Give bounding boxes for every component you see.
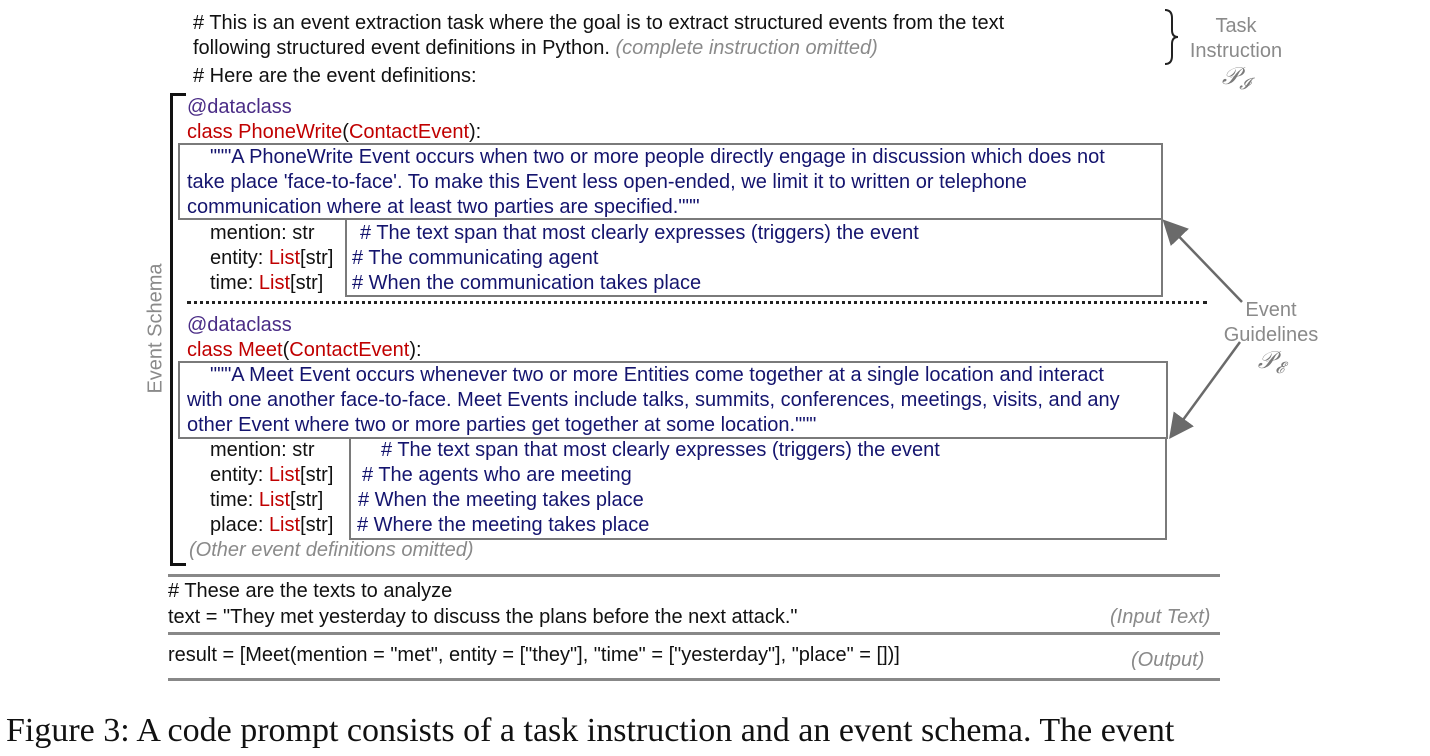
event-guidelines-label [1218,298,1324,380]
instruction-line-2 [193,36,878,61]
task-instruction-label-line1: Task [1215,15,1257,37]
docstring-line: take place 'face-to-face'. To make this Event less open-ended, we limit it to written or telephone [187,171,1027,193]
output-text: result = [Meet(mention = "met", entity = ["they"], "time" = ["yesterday"], "place" = [])] [168,644,900,666]
docstring-line: other Event where two or more parties get together at some location.""" [187,414,817,436]
instruction-line-2-main: following structured event definitions in Python. [193,37,616,59]
field-name: mention: str [210,222,315,244]
parent-class: ContactEvent [348,121,470,143]
field-comment: # The text span that most clearly expresses (triggers) the event [381,439,940,461]
input-text: text = "They met yesterday to discuss the plans before the next attack." [168,606,798,628]
input-text-label: (Input Text) [1110,606,1211,628]
field-comment: # The communicating agent [352,247,599,269]
class-name: PhoneWrite [238,121,343,143]
instruction-omitted-note: (complete instruction omitted) [615,37,878,59]
field-comment: # When the communication takes place [352,272,702,294]
schema-bracket-top [170,93,186,96]
class-def-phonewrite: class PhoneWrite(ContactEvent): [187,121,482,143]
task-instruction-label [1186,14,1286,96]
field-comment: # The agents who are meeting [362,464,632,486]
field-comment: # Where the meeting takes place [357,514,650,536]
field-name: time: List[str] [210,272,324,294]
field-name: place: List[str] [210,514,334,536]
field-name: entity: List[str] [210,464,334,486]
task-instruction-label-line2: Instruction [1189,40,1283,62]
event-guidelines-label-line2: Guidelines [1223,324,1319,346]
class-def-meet: class Meet(ContactEvent): [187,339,422,361]
task-instruction-symbol: 𝒫$_𝓘$ [1221,62,1251,93]
output-label: (Output) [1131,649,1205,671]
event-guidelines-label-line1: Event [1245,299,1297,321]
field-name: time: List[str] [210,489,324,511]
other-events-omitted: (Other event definitions omitted) [189,539,474,561]
rule-bottom [168,678,1220,681]
figure-caption: Figure 3: A code prompt consists of a task instruction and an event schema. The event [6,712,1175,749]
schema-bracket [170,93,173,565]
docstring-line: """A Meet Event occurs whenever two or more Entities come together at a single location and interact [210,364,1104,386]
field-name: entity: List[str] [210,247,334,269]
field-comment: # The text span that most clearly expresses (triggers) the event [360,222,919,244]
field-comment: # When the meeting takes place [358,489,644,511]
decorator-meet: @dataclass [187,314,292,336]
input-comment: # These are the texts to analyze [168,580,453,602]
instruction-line-1: # This is an event extraction task where the goal is to extract structured events from the text [193,12,1005,34]
field-name: mention: str [210,439,315,461]
decorator-phonewrite: @dataclass [187,96,292,118]
docstring-line: with one another face-to-face. Meet Events include talks, summits, conferences, meetings, visits, and any [187,389,1120,411]
instruction-line-3: # Here are the event definitions: [193,65,477,87]
parent-class: ContactEvent [289,339,410,361]
event-schema-label: Event Schema [144,263,167,394]
schema-bracket-bottom [170,563,186,566]
event-guidelines-symbol: 𝒫$_𝓔$ [1257,346,1285,377]
rule-top [168,574,1220,577]
right-brace-icon [1162,8,1182,66]
rule-middle [168,632,1220,635]
event-separator [187,301,1207,304]
docstring-line: """A PhoneWrite Event occurs when two or more people directly engage in discussion which does not [210,146,1105,168]
class-name: Meet [238,339,283,361]
docstring-line: communication where at least two parties are specified.""" [187,196,700,218]
